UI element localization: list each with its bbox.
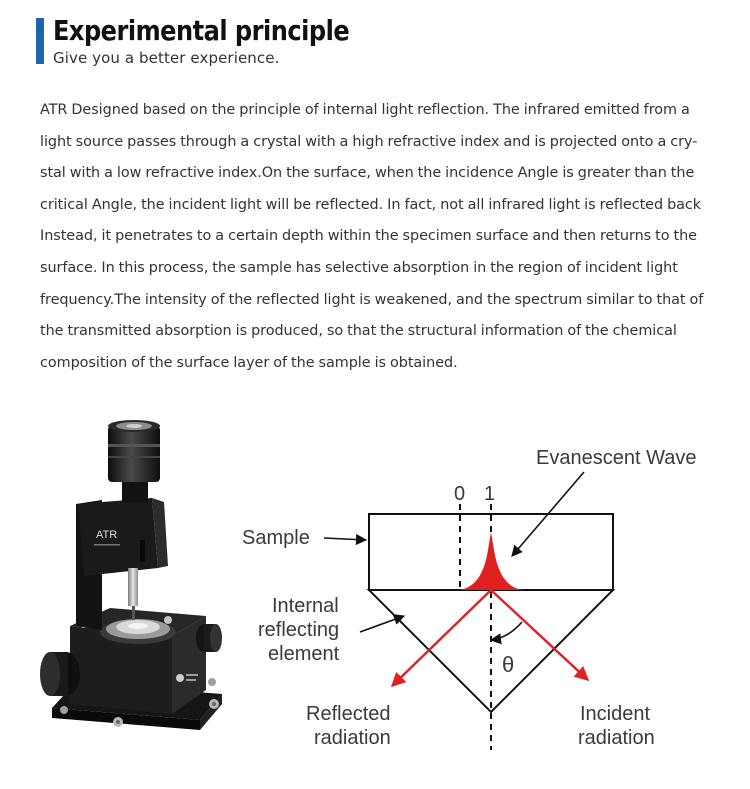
internal-label-line3: element [268,643,340,665]
axis-label-zero: 0 [454,483,466,505]
internal-label-line1: Internal [272,595,339,617]
angle-theta-label: θ [502,652,515,677]
atr-instrument-image [40,420,240,760]
angle-arc [491,622,522,640]
reflected-label-line2: radiation [314,727,391,749]
description-paragraph: ATR Designed based on the principle of internal light reflection. The infrared emitted from a light source passes through a crystal with a high refractive index and is projected onto a cry-stal with a low refractive index.On the surface, when the incidence Angle is greater than the critical Angle, the incident light will be reflected. In fact, not all infrared light is reflected back Instead, it penetrates to a certain depth within the specimen surface and then returns to the surface. In this process, the sample has selective absorption in the region of incident light frequency.The intensity of the reflected light is weakened, and the spectrum similar to that of the transmitted absorption is produced, so that the structural information of the chemical composition of the surface layer of the sample is obtained. [40,102,704,371]
section-header [36,16,716,72]
title-accent-bar [36,18,44,64]
incident-label-line2: radiation [578,727,655,749]
reflected-label-line1: Reflected [306,703,391,725]
sample-label: Sample [242,527,310,549]
page-subtitle: Give you a better experience. [53,49,280,67]
reflected-ray [392,590,491,686]
instrument-head [78,498,158,576]
internal-label-line2: reflecting [258,619,340,641]
evanescent-wave-shape [458,532,524,590]
instrument-logo: ATR [96,529,118,541]
evanescent-wave-label: Evanescent Wave [536,447,697,469]
atr-principle-diagram [232,440,732,760]
page-title: Experimental principle [53,14,350,47]
incident-label-line1: Incident [580,703,651,725]
axis-label-one: 1 [484,483,496,505]
